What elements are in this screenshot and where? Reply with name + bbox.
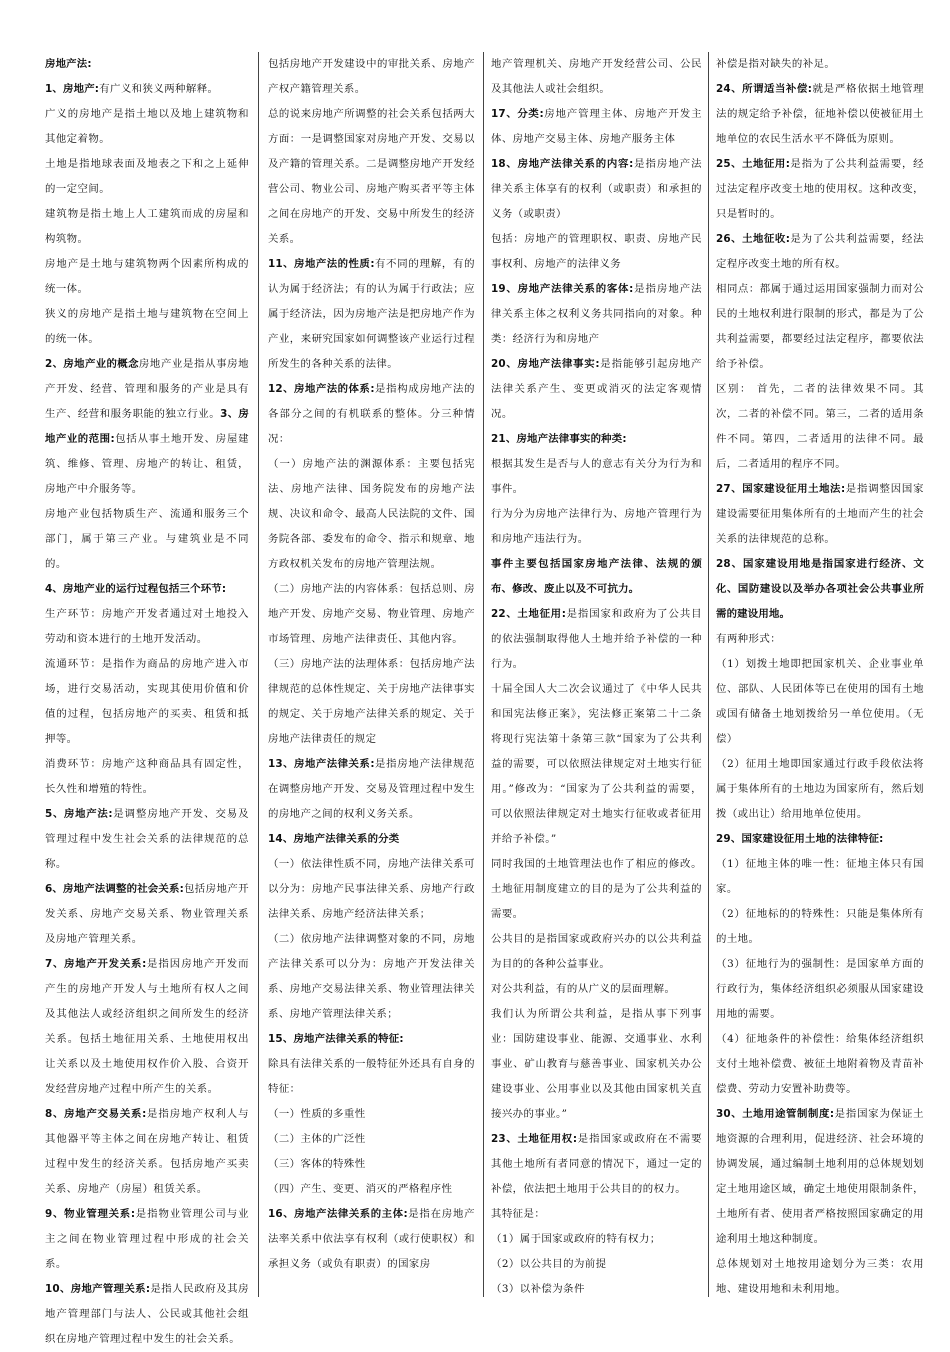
- paragraph-heading: 12、房地产法的体系:: [268, 383, 375, 395]
- paragraph: [45, 752, 249, 802]
- paragraph-heading: 15、房地产法律关系的特征:: [268, 1033, 404, 1045]
- paragraph: [268, 927, 475, 1027]
- paragraph: [716, 1252, 924, 1302]
- paragraph-text: 土地是指地球表面及地表之下和之上延伸的一定空间。: [45, 158, 249, 195]
- paragraph-heading: 10、房地产管理关系:: [45, 1283, 151, 1295]
- paragraph: [491, 1202, 702, 1227]
- paragraph-text: 是指调整因国家建设需要征用集体所有的土地而产生的社会关系的法律规范的总称。: [716, 483, 924, 545]
- paragraph-text: （三）房地产法的法理体系：包括房地产法律规范的总体性规定、关于房地产法律事实的规定、关于房地产法律关系的规定、关于房地产法律责任的规定: [268, 658, 475, 745]
- paragraph: [268, 1152, 475, 1177]
- paragraph: [45, 652, 249, 752]
- paragraph: [716, 277, 924, 377]
- document-page: [28, 52, 925, 1345]
- paragraph-text: 补偿是指对缺失的补足。: [716, 58, 836, 70]
- paragraph-text: 是指物业管理公司与业主之间在物业管理过程中形成的社会关系。: [45, 1208, 249, 1270]
- paragraph: [268, 652, 475, 752]
- paragraph-heading: 5、房地产法:: [45, 808, 113, 820]
- paragraph-heading: 2、房地产业的概念: [45, 358, 139, 370]
- text-column-3: [491, 52, 702, 1297]
- paragraph: [491, 352, 702, 427]
- paragraph: [491, 52, 702, 102]
- paragraph: [716, 752, 924, 827]
- paragraph-text: （一）性质的多重性: [268, 1108, 366, 1120]
- paragraph-text: 总的说来房地产所调整的社会关系包括两大方面：一是调整国家对房地产开发、交易以及产籍的管理关系。二是调整房地产开发经营公司、物业公司、房地产购买者平等主体之间在房地产的开发、交易中所发生的经济关系。: [268, 108, 475, 245]
- paragraph-text: 流通环节：是指作为商品的房地产进入市场，进行交易活动，实现其使用价值和价值的过程，包括房地产的买卖、租赁和抵押等。: [45, 658, 249, 745]
- paragraph: [45, 352, 249, 502]
- paragraph-text: 是指为了公共利益需要，经过法定程序改变土地的使用权。这种改变，只是暂时的。: [716, 158, 925, 220]
- paragraph-text: 十届全国人大二次会议通过了《中华人民共和国宪法修正案》，宪法修正案第二十二条将现行宪法第十条第三款“国家为了公共利益的需要，可以依照法律规定对土地实行征用。”修改为：“国家为了公共利益的需要，可以依照法律规定对土地实行征收或者征用并给予补偿。”: [491, 683, 702, 845]
- paragraph-text: （1）征地主体的唯一性：征地主体只有国家。: [716, 858, 924, 895]
- paragraph: [491, 1127, 702, 1202]
- paragraph: [268, 102, 475, 252]
- paragraph: [45, 877, 249, 952]
- paragraph-heading: 14、房地产法律关系的分类: [268, 833, 400, 845]
- paragraph: [491, 1277, 702, 1302]
- paragraph-text: （一）房地产法的渊源体系：主要包括宪法、房地产法律、国务院发布的房地产法规、决议和命令、最高人民法院的文件、国务院各部、委发布的命令、指示和规章、地方政权机关发布的房地产管理法规。: [268, 458, 475, 570]
- paragraph: [268, 377, 475, 452]
- paragraph-heading: 16、房地产法律关系的主体:: [268, 1208, 408, 1220]
- paragraph: [45, 152, 249, 202]
- paragraph: [268, 577, 475, 652]
- paragraph-text: （1）属于国家或政府的特有权力；: [491, 1233, 661, 1245]
- paragraph-text: 是指因房地产开发而产生的房地产开发人与土地所有权人之间及其他法人或经济组织之间所发生的经济关系。包括土地征用关系、土地使用权出让关系以及土地使用权作价入股、合资开发经营房地产过程中所产生的关系。: [45, 958, 249, 1095]
- paragraph-heading: 4、房地产业的运行过程包括三个环节:: [45, 583, 227, 595]
- paragraph: [268, 252, 475, 377]
- paragraph-heading: 7、房地产开发关系:: [45, 958, 147, 970]
- paragraph: [716, 652, 924, 752]
- paragraph-heading: 27、国家建设征用土地法:: [716, 483, 846, 495]
- column-divider: [708, 52, 709, 1297]
- paragraph: [716, 77, 924, 152]
- paragraph: [268, 1127, 475, 1152]
- paragraph: [491, 602, 702, 677]
- paragraph: [45, 1277, 249, 1352]
- paragraph-text: 是指国家和政府为了公共目的依法强制取得他人土地并给予补偿的一种行为。: [491, 608, 703, 670]
- paragraph: [716, 1027, 924, 1102]
- paragraph-text: 房地产是土地与建筑物两个因素所构成的统一体。: [45, 258, 249, 295]
- paragraph-text: 公共目的是指国家或政府兴办的以公共利益为目的的各种公益事业。: [491, 933, 702, 970]
- paragraph-text: （2）征地标的的特殊性：只能是集体所有的土地。: [716, 908, 924, 945]
- paragraph: [45, 252, 249, 302]
- paragraph: [716, 952, 924, 1027]
- paragraph: [45, 202, 249, 252]
- paragraph-text: （一）依法律性质不同，房地产法律关系可以分为：房地产民事法律关系、房地产行政法律关系、房地产经济法律关系；: [268, 858, 475, 920]
- paragraph: [716, 827, 924, 852]
- paragraph-heading: 1、房地产:: [45, 83, 100, 95]
- paragraph-text: 包括房地产开发关系、房地产交易关系、物业管理关系及房地产管理关系。: [45, 883, 250, 945]
- paragraph-text: 是调整房地产开发、交易及管理过程中发生社会关系的法律规范的总称。: [45, 808, 249, 870]
- paragraph-text: 行为分为房地产法律行为、房地产管理行为和房地产违法行为。: [491, 508, 702, 545]
- paragraph-heading: 20、房地产法律事实:: [491, 358, 600, 370]
- paragraph-text: 同时我国的土地管理法也作了相应的修改。土地征用制度建立的目的是为了公共利益的需要。: [491, 858, 702, 920]
- paragraph-heading: 9、物业管理关系:: [45, 1208, 136, 1220]
- text-column-2: [268, 52, 475, 1297]
- paragraph: [491, 1227, 702, 1252]
- paragraph: [491, 1252, 702, 1277]
- paragraph: [491, 502, 702, 552]
- paragraph: [716, 902, 924, 952]
- paragraph-text: 房地产管理主体、房地产开发主体、房地产交易主体、房地产服务主体: [491, 108, 702, 145]
- paragraph: [491, 102, 702, 152]
- paragraph-text: 区别： 首先，二者的法律效果不同。其次，二者的补偿不同。第三，二者的适用条件不同。第四，二者适用的法律不同。最后，二者适用的程序不同。: [716, 383, 924, 470]
- paragraph-heading: 17、分类:: [491, 108, 544, 120]
- paragraph: [716, 627, 924, 652]
- text-column-4: [716, 52, 924, 1297]
- paragraph: [716, 552, 924, 627]
- paragraph-text: 是指在房地产法率关系中依法享有权利（或行使职权）和承担义务（或负有职责）的国家房: [268, 1208, 475, 1270]
- paragraph-text: 是指国家为保证土地资源的合理利用，促进经济、社会环境的协调发展，通过编制土地利用的总体规划划定土地用途区域，确定土地使用限制条件，土地所有者、使用者严格按照国家确定的用途利用土地这种制度。: [716, 1108, 924, 1245]
- paragraph: [45, 1102, 249, 1202]
- paragraph: [716, 477, 924, 552]
- paragraph: [491, 227, 702, 277]
- paragraph-text: （1）划拨土地即把国家机关、企业事业单位、部队、人民团体等已在使用的国有土地或国有储备土地划拨给另一单位使用。（无偿）: [716, 658, 924, 745]
- paragraph-text: （二）房地产法的内容体系：包括总则、房地产开发、房地产交易、物业管理、房地产市场管理、房地产法律责任、其他内容。: [268, 583, 475, 645]
- paragraph-heading: 11、房地产法的性质:: [268, 258, 375, 270]
- paragraph-text: 房地产业是指从事房地产开发、经营、管理和服务的产业是具有生产、经营和服务职能的独立行业。: [45, 358, 249, 420]
- paragraph: [268, 1027, 475, 1052]
- paragraph-text: 相同点：都属于通过运用国家强制力而对公民的土地权利进行限制的形式，都是为了公共利益需要，都要经过法定程序，都要依法给予补偿。: [716, 283, 924, 370]
- paragraph-heading: 22、土地征用:: [491, 608, 567, 620]
- paragraph-text: 包括从事土地开发、房屋建筑、维修、管理、房地产的转让、租赁，房地产中介服务等。: [45, 433, 249, 495]
- paragraph: [716, 852, 924, 902]
- paragraph: [45, 77, 249, 102]
- paragraph: [716, 227, 924, 277]
- paragraph: [268, 1052, 475, 1102]
- paragraph-text: 广义的房地产是指土地以及地上建筑物和其他定着物。: [45, 108, 249, 145]
- paragraph-text: （二）主体的广泛性: [268, 1133, 366, 1145]
- paragraph-heading: 6、房地产法调整的社会关系:: [45, 883, 184, 895]
- paragraph-text: （4）征地条件的补偿性：给集体经济组织支付土地补偿费、被征土地附着物及青苗补偿费、劳动力安置补助费等。: [716, 1033, 924, 1095]
- paragraph-text: 是指房地产法律关系主体之权利义务共同指向的对象。种类：经济行为和房地产: [491, 283, 703, 345]
- paragraph-heading: 事件主要包括国家房地产法律、法规的颁布、修改、废止以及不可抗力。: [491, 558, 702, 595]
- paragraph-text: （四）产生、变更、消灭的严格程序性: [268, 1183, 453, 1195]
- paragraph-text: 对公共利益，有的从广义的层面理解。: [491, 983, 676, 995]
- paragraph-text: 狭义的房地产是指土地与建筑物在空间上的统一体。: [45, 308, 249, 345]
- paragraph: [45, 1202, 249, 1277]
- paragraph: [491, 552, 702, 602]
- paragraph-heading: 23、土地征用权:: [491, 1133, 578, 1145]
- paragraph-text: 总体规划对土地按用途划分为三类：农用地、建设用地和未利用地。: [716, 1258, 924, 1295]
- paragraph-text: （三）客体的特殊性: [268, 1158, 366, 1170]
- paragraph-text: 有广义和狭义两种解释。: [99, 83, 219, 95]
- paragraph-heading: 30、土地用途管制制度:: [716, 1108, 835, 1120]
- paragraph-text: 除具有法律关系的一般特征外还具有自身的特征：: [268, 1058, 475, 1095]
- paragraph-text: （2）征用土地即国家通过行政手段依法将属于集体所有的土地边为国家所有，然后划拨（或出让）给用地单位使用。: [716, 758, 924, 820]
- column-divider: [483, 52, 484, 1297]
- paragraph: [491, 677, 702, 852]
- paragraph-text: 包括房地产开发建设中的审批关系、房地产产权产籍管理关系。: [268, 58, 475, 95]
- paragraph: [268, 752, 475, 827]
- paragraph: [268, 52, 475, 102]
- paragraph-heading: 13、房地产法律关系:: [268, 758, 375, 770]
- paragraph: [45, 302, 249, 352]
- paragraph-text: 根据其发生是否与人的意志有关分为行为和事件。: [491, 458, 702, 495]
- paragraph-heading: 房地产法:: [45, 58, 92, 70]
- paragraph: [45, 577, 249, 602]
- column-divider: [258, 52, 259, 1297]
- paragraph-heading: 21、房地产法律事实的种类:: [491, 433, 627, 445]
- paragraph-text: （3）征地行为的强制性：是国家单方面的行政行为，集体经济组织必须服从国家建设用地的需要。: [716, 958, 924, 1020]
- paragraph: [45, 502, 249, 577]
- paragraph: [45, 52, 249, 77]
- paragraph: [45, 602, 249, 652]
- paragraph: [716, 377, 924, 477]
- paragraph: [268, 1177, 475, 1202]
- paragraph: [491, 1002, 702, 1127]
- paragraph-heading: 19、房地产法律关系的客体:: [491, 283, 634, 295]
- paragraph: [716, 152, 924, 227]
- paragraph: [268, 1102, 475, 1127]
- paragraph: [268, 827, 475, 852]
- paragraph: [268, 452, 475, 577]
- paragraph-heading: 18、房地产法律关系的内容:: [491, 158, 634, 170]
- paragraph-text: 是指构成房地产法的各部分之间的有机联系的整体。分三种情况：: [268, 383, 475, 445]
- paragraph-text: 是指国家或政府在不需要其他土地所有者同意的情况下，通过一定的补偿，依法把土地用于公共目的的权力。: [491, 1133, 703, 1195]
- paragraph-text: 其特征是：: [491, 1208, 546, 1220]
- paragraph-text: 包括：房地产的管理职权、职责、房地产民事权利、房地产的法律义务: [491, 233, 702, 270]
- paragraph-heading: 24、所谓适当补偿:: [716, 83, 813, 95]
- paragraph-text: 有不同的理解，有的认为属于经济法；有的认为属于行政法；应属于经济法，因为房地产法是把房地产作为产业，来研究国家如何调整该产业运行过程所发生的各种关系的法律。: [268, 258, 475, 370]
- paragraph: [491, 452, 702, 502]
- paragraph: [491, 977, 702, 1002]
- paragraph: [491, 927, 702, 977]
- paragraph: [491, 277, 702, 352]
- paragraph-text: 建筑物是指土地上人工建筑而成的房屋和构筑物。: [45, 208, 249, 245]
- paragraph-heading: 8、房地产交易关系:: [45, 1108, 147, 1120]
- paragraph-text: 就是严格依据土地管理法的规定给予补偿，征地补偿以使被征用土地单位的农民生活水平不降低为原则。: [716, 83, 924, 145]
- paragraph-text: 我们认为所谓公共利益，是指从事下列事业：国防建设事业、能源、交通事业、水利事业、矿山教育与慈善事业、国家机关办公建设事业、公用事业以及其他由国家机关直接兴办的事业。”: [491, 1008, 702, 1120]
- paragraph-heading: 28、国家建设用地是指国家进行经济、文化、国防建设以及举办各项社会公共事业所需的建设用地。: [716, 558, 924, 620]
- paragraph: [491, 427, 702, 452]
- paragraph: [268, 1202, 475, 1277]
- paragraph-text: 生产环节：房地产开发者通过对土地投入劳动和资本进行的土地开发活动。: [45, 608, 249, 645]
- paragraph: [45, 952, 249, 1102]
- text-column-1: [45, 52, 250, 1345]
- paragraph: [491, 852, 702, 927]
- paragraph-text: （二）依房地产法律调整对象的不同，房地产法律关系可以分为：房地产开发法律关系、房地产交易法律关系、物业管理法律关系、房地产管理法律关系；: [268, 933, 475, 1020]
- paragraph-text: 是指房地产法律关系主体享有的权利（或职责）和承担的义务（或职责）: [491, 158, 703, 220]
- paragraph-text: 是为了公共利益需要，经法定程序改变土地的所有权。: [716, 233, 925, 270]
- paragraph: [268, 852, 475, 927]
- paragraph-heading: 3、房地产业的范围:: [45, 408, 249, 445]
- paragraph-text: 是指房地产法律规范在调整房地产开发、交易及管理过程中发生的房地产之间的权利义务关系。: [268, 758, 475, 820]
- paragraph-text: 房地产业包括物质生产、流通和服务三个部门，属于第三产业。与建筑业是不同的。: [45, 508, 249, 570]
- paragraph: [716, 1102, 924, 1252]
- paragraph-text: 是指房地产权利人与其他器平等主体之间在房地产转让、租赁过程中发生的经济关系。包括房地产买卖关系、房地产（房屋）租赁关系。: [45, 1108, 249, 1195]
- paragraph: [491, 152, 702, 227]
- paragraph-text: 消费环节：房地产这种商品具有固定性，长久性和增殖的特性。: [45, 758, 249, 795]
- paragraph: [45, 802, 249, 877]
- paragraph-text: 是指能够引起房地产法律关系产生、变更或消灭的法定客观情况。: [491, 358, 702, 420]
- paragraph-text: （3）以补偿为条件: [491, 1283, 585, 1295]
- paragraph: [716, 52, 924, 77]
- paragraph-heading: 26、土地征收:: [716, 233, 791, 245]
- paragraph-text: 地产管理机关、房地产开发经营公司、公民及其他法人或社会组织。: [491, 58, 702, 95]
- paragraph-heading: 25、土地征用:: [716, 158, 791, 170]
- paragraph-text: 是指人民政府及其房地产管理部门与法人、公民或其他社会组织在房地产管理过程中发生的社会关系。: [45, 1283, 249, 1345]
- paragraph-text: （2）以公共目的为前提: [491, 1258, 607, 1270]
- paragraph: [45, 102, 249, 152]
- paragraph-heading: 29、国家建设征用土地的法律特征:: [716, 833, 884, 845]
- paragraph-text: 有两种形式：: [716, 633, 782, 645]
